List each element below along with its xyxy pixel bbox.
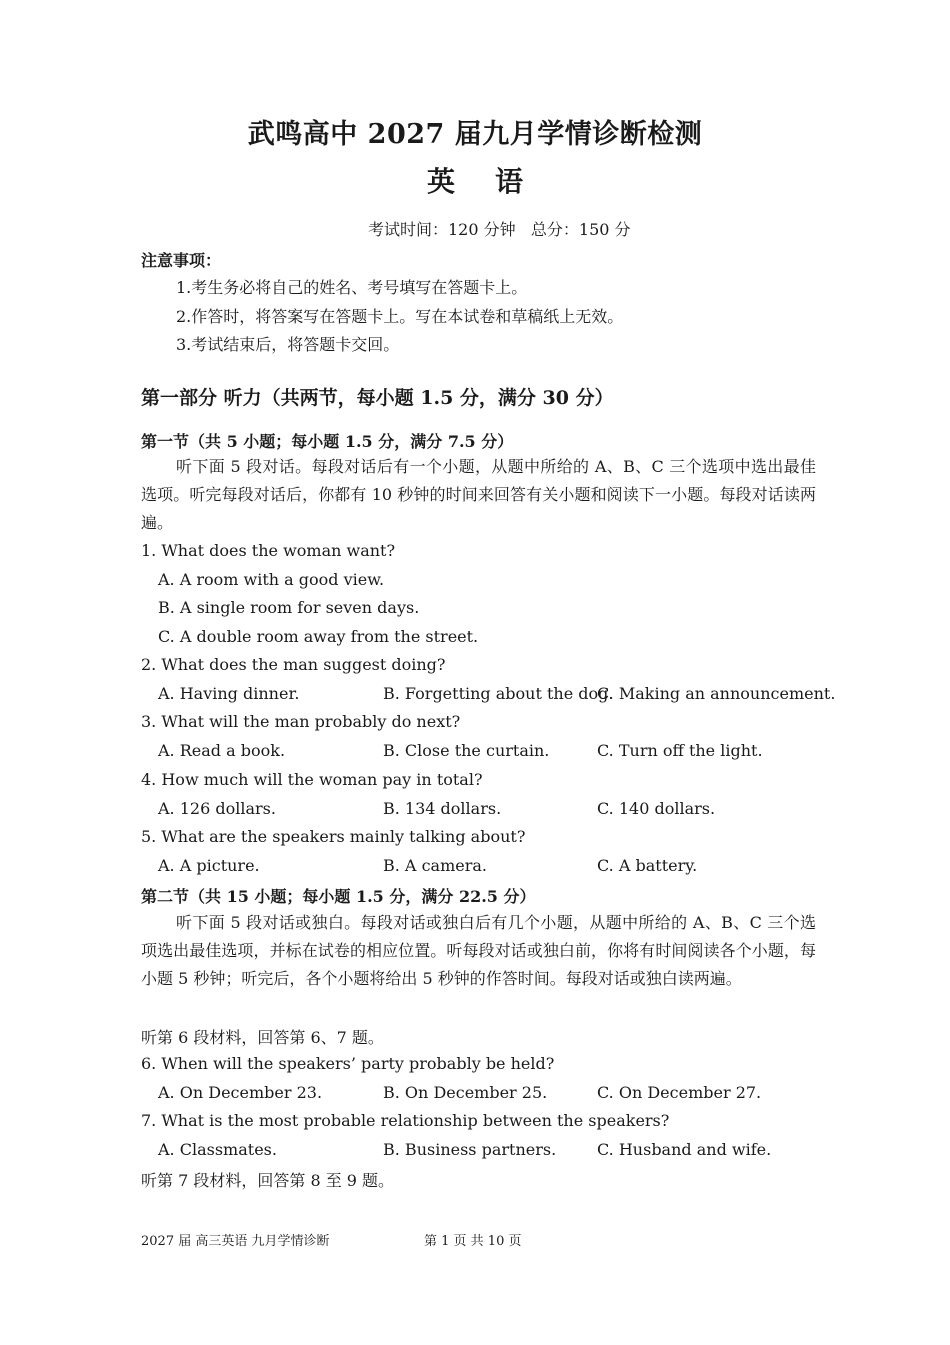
option-b: B. A camera.: [383, 856, 487, 875]
option-a: A. A room with a good view.: [158, 570, 385, 589]
option-c: C. On December 27.: [597, 1083, 762, 1102]
section2-heading: 第二节（共 15 小题；每小题 1.5 分，满分 22.5 分）: [141, 887, 536, 906]
option-a: A. A picture.: [158, 856, 260, 875]
option-c: C. Turn off the light.: [597, 741, 763, 760]
footer-left: 2027 届 高三英语 九月学情诊断: [141, 1234, 330, 1249]
question-5: 5. What are the speakers mainly talking about?: [141, 827, 526, 846]
option-c: C. Husband and wife.: [597, 1140, 772, 1159]
note-item: 1.考生务必将自己的姓名、考号填写在答题卡上。: [176, 278, 528, 297]
part1-heading: 第一部分 听力（共两节，每小题 1.5 分，满分 30 分）: [141, 387, 614, 409]
option-a: A. Read a book.: [158, 741, 286, 760]
question-4: 4. How much will the woman pay in total?: [141, 770, 483, 789]
option-a: A. Classmates.: [158, 1140, 277, 1159]
option-b: B. Business partners.: [383, 1140, 557, 1159]
option-c: C. 140 dollars.: [597, 799, 716, 818]
option-c: C. A double room away from the street.: [158, 627, 479, 646]
note-item: 3.考试结束后，将答题卡交回。: [176, 335, 400, 354]
option-a: A. Having dinner.: [158, 684, 300, 703]
material-7-note: 听第 7 段材料，回答第 8 至 9 题。: [141, 1171, 395, 1190]
question-2: 2. What does the man suggest doing?: [141, 655, 446, 674]
option-b: B. 134 dollars.: [383, 799, 502, 818]
material-6-note: 听第 6 段材料，回答第 6、7 题。: [141, 1028, 384, 1047]
subject-title: 英语: [426, 165, 563, 198]
note-item: 2.作答时，将答案写在答题卡上。写在本试卷和草稿纸上无效。: [176, 307, 624, 326]
notes-heading: 注意事项：: [141, 251, 222, 270]
option-b: B. A single room for seven days.: [158, 598, 420, 617]
option-a: A. On December 23.: [158, 1083, 323, 1102]
section1-instructions: 听下面 5 段对话。每段对话后有一个小题，从题中所给的 A、B、C 三个选项中选出最佳选项。听完每段对话后，你都有 10 秒钟的时间来回答有关小题和阅读下一小题。每段对话读两遍。: [141, 457, 816, 532]
section2-instructions: 听下面 5 段对话或独白。每段对话或独白后有几个小题，从题中所给的 A、B、C 三个选项选出最佳选项，并标在试卷的相应位置。听每段对话或独白前，你将有时间阅读各个小题，每小题 5 秒钟；听完后，各个小题将给出 5 秒钟的作答时间。每段对话或独白读两遍。: [141, 913, 816, 988]
page-number: 第 1 页 共 10 页: [424, 1234, 522, 1249]
exam-title: 武鸣高中 2027 届九月学情诊断检测: [247, 119, 703, 150]
option-a: A. 126 dollars.: [158, 799, 276, 818]
question-3: 3. What will the man probably do next?: [141, 712, 461, 731]
exam-info: 考试时间：120 分钟 总分：150 分: [368, 220, 631, 239]
option-c: C. A battery.: [597, 856, 698, 875]
question-7: 7. What is the most probable relationship between the speakers?: [141, 1111, 670, 1130]
question-6: 6. When will the speakers’ party probably be held?: [141, 1054, 555, 1073]
option-b: B. On December 25.: [383, 1083, 548, 1102]
question-1: 1. What does the woman want?: [141, 541, 396, 560]
option-b: B. Forgetting about the dog.: [383, 684, 614, 703]
section1-heading: 第一节（共 5 小题；每小题 1.5 分，满分 7.5 分）: [141, 432, 514, 451]
option-b: B. Close the curtain.: [383, 741, 550, 760]
option-c: C. Making an announcement.: [597, 684, 836, 703]
